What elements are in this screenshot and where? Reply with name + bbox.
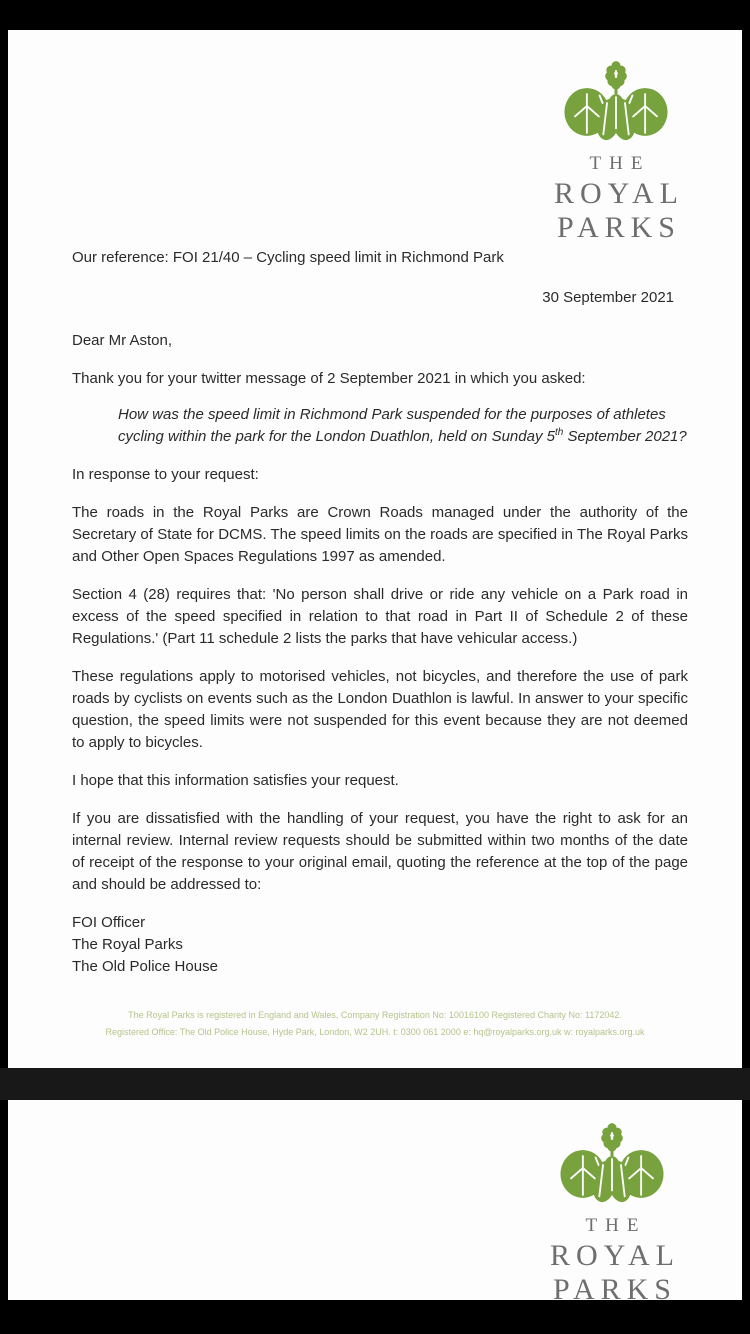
leaf-crown-icon <box>556 1120 668 1210</box>
logo-text-the: THE <box>589 153 651 174</box>
letter-page-2 <box>8 1100 742 1300</box>
footer-contact-line: Registered Office: The Old Police House, Hyde Park, London, W2 2UH. t: 0300 061 2000 e: hq@royalparks.org.uk w: royalparks.org.uk <box>105 1027 645 1037</box>
quoted-question <box>118 404 688 448</box>
logo-text-the: THE <box>585 1215 647 1236</box>
paragraph-internal-review: If you are dissatisfied with the handling of your request, you have the right to ask for an internal review. Internal review requests should be submitted within two months of the date of receipt of the response to your original email, quoting the reference at the top of the page and should be addressed to: <box>72 810 688 893</box>
page-separator <box>0 1068 750 1100</box>
leaf-crown-icon <box>560 58 672 148</box>
logo-text-royal: ROYAL <box>553 177 684 210</box>
intro-paragraph: Thank you for your twitter message of 2 September 2021 in which you asked: <box>72 370 586 387</box>
letterhead-footer <box>8 1007 742 1041</box>
logo-text-parks: PARKS <box>553 1273 677 1300</box>
logo-text-parks: PARKS <box>557 211 681 244</box>
paragraph-hope: I hope that this information satisfies your request. <box>72 772 399 789</box>
royal-parks-logo <box>536 58 696 243</box>
letter-body <box>72 247 688 978</box>
address-block <box>72 912 688 978</box>
quote-text-start: How was the speed limit in Richmond Park suspended for the purposes of athletes cycling within the park for the London Duathlon, held on Sunday 5 <box>118 406 666 445</box>
reference-line: Our reference: FOI 21/40 – Cycling speed limit in Richmond Park <box>72 249 504 266</box>
royal-parks-logo <box>532 1120 692 1300</box>
quote-ordinal-suffix: th <box>554 427 564 438</box>
response-intro: In response to your request: <box>72 466 259 483</box>
paragraph-regulations: These regulations apply to motorised vehicles, not bicycles, and therefore the use of park roads by cyclists on events such as the London Duathlon is lawful. In answer to your specific question, the speed limits were not suspended for this event because they are not deemed to apply to bicycles. <box>72 668 688 751</box>
salutation: Dear Mr Aston, <box>72 332 173 349</box>
letter-date: 30 September 2021 <box>542 289 674 306</box>
logo-text-royal: ROYAL <box>549 1239 680 1272</box>
address-line-royal-parks: The Royal Parks <box>72 936 183 953</box>
address-line-old-police-house: The Old Police House <box>72 958 218 975</box>
footer-registration-line: The Royal Parks is registered in England and Wales, Company Registration No: 10016100 Registered Charity No: 1172042. <box>128 1010 622 1020</box>
quote-text-end: September 2021? <box>563 428 687 445</box>
address-line-foi-officer: FOI Officer <box>72 914 146 931</box>
paragraph-section4: Section 4 (28) requires that: 'No person shall drive or ride any vehicle on a Park road in excess of the speed specified in relation to that road in Part II of Schedule 2 of these Regulations.' (Part 11 schedule 2 lists the parks that have vehicular access.) <box>72 586 688 647</box>
letter-page-1 <box>8 30 742 1068</box>
paragraph-roads: The roads in the Royal Parks are Crown Roads managed under the authority of the Secretary of State for DCMS. The speed limits on the roads are specified in The Royal Parks and Other Open Spaces Regulations 1997 as amended. <box>72 504 688 565</box>
